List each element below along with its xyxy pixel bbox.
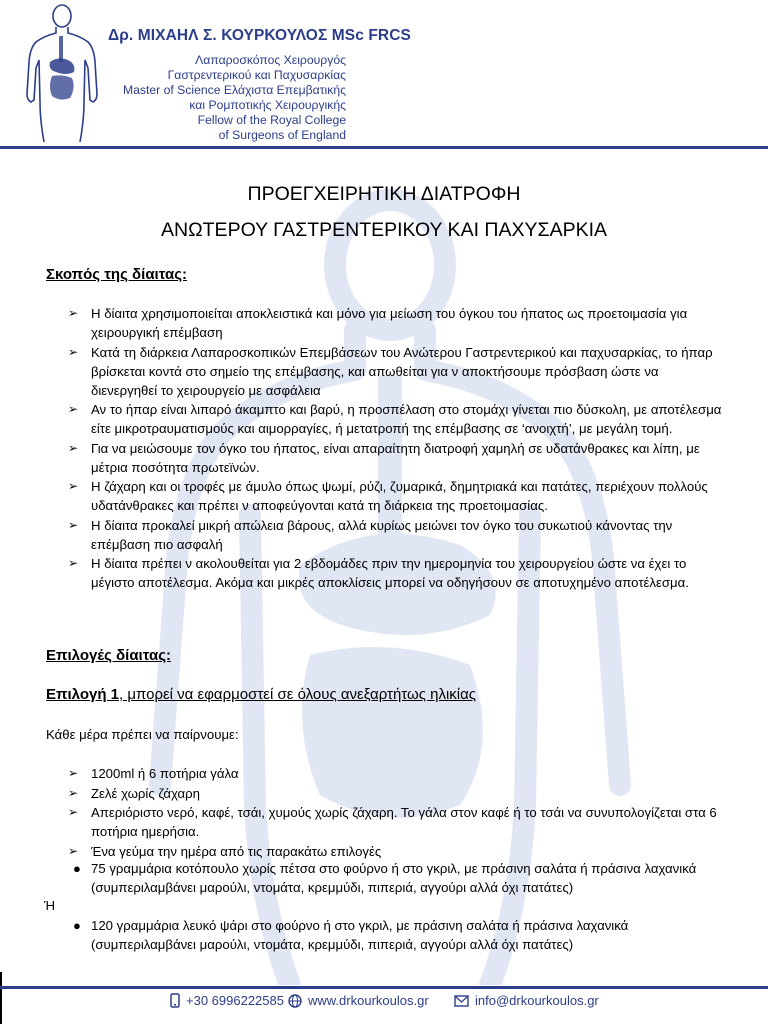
- arrow-bullet-icon: ➢: [68, 344, 79, 359]
- arrow-bullet-icon: ➢: [68, 805, 79, 819]
- doctor-name: Δρ. ΜΙΧΑΗΛ Σ. ΚΟΥΡΚΟΥΛΟΣ MSc FRCS: [108, 27, 411, 44]
- list-item: ➢ Αν το ήπαρ είναι λιπαρό άκαμπτο και βαρύ, η προσπέλαση στο στομάχι γίνεται πιο δύσκολη, με αποτέλεσμα είτε μικροτραυματισμούς και αιμορραγίες, ή μετατροπή της επέμβασης σε ‘ανοιχτή’, με μεγάλη τομή.: [68, 402, 722, 436]
- credential-line: Fellow of the Royal College: [197, 113, 346, 127]
- list-item: ➢ Η δίαιτα πρέπει ν ακολουθείται για 2 εβδομάδες πριν την ημερομηνία του χειρουργείου ώστε να έχει το μέγιστο αποτέλεσμα. Ακόμα και μικρές αποκλίσεις μπορεί να οδηγήσουν σε αποτυχημένο αποτέλεσμα.: [68, 556, 689, 590]
- page-edge-mark: [0, 972, 2, 1024]
- list-item: ● 120 γραμμάρια λευκό ψάρι στο φούρνο ή στο γκριλ, με πράσινη σαλάτα ή πράσινα λαχανικά (συμπεριλαμβάνει μαρούλι, ντομάτα, κρεμμύδι, πιπεριά, αγγούρι αλλά όχι πατάτες): [73, 918, 629, 952]
- purpose-heading: Σκοπός της δίαιτας:: [46, 266, 187, 283]
- daily-intro: Κάθε μέρα πρέπει να παίρνουμε:: [46, 727, 239, 742]
- arrow-bullet-icon: ➢: [68, 766, 79, 780]
- footer-phone: +30 6996222585: [170, 993, 284, 1008]
- footer-website[interactable]: www.drkourkoulos.gr: [288, 993, 429, 1008]
- list-item: ➢ Κατά τη διάρκεια Λαπαροσκοπικών Επεμβάσεων του Ανώτερου Γαστρεντερικού και παχυσαρκίας, το ήπαρ βρίσκεται κοντά στο σημείο της επέμβασης, και απωθείται για ν αποκτήσουμε πρόσβαση ώστε να διενεργηθεί το χειρουργείο με ασφάλεια: [68, 344, 713, 398]
- option-1-heading: Επιλογή 1, μπορεί να εφαρμοστεί σε όλους ανεξαρτήτως ηλικίας: [46, 686, 477, 703]
- footer-divider: [0, 986, 768, 989]
- document-title-line1: ΠΡΟΕΓΧΕΙΡΗΤΙΚΗ ΔΙΑΤΡΟΦΗ: [247, 183, 521, 205]
- arrow-bullet-icon: ➢: [68, 440, 79, 455]
- list-item: ➢ Ένα γεύμα την ημέρα από τις παρακάτω επιλογές: [68, 843, 382, 859]
- list-item: ● 75 γραμμάρια κοτόπουλο χωρίς πέτσα στο φούρνο ή στο γκριλ, με πράσινη σαλάτα ή πράσινα λαχανικά (συμπεριλαμβάνει μαρούλι, ντομάτα, κρεμμύδι, πιπεριά, αγγούρι αλλά όχι πατάτες): [73, 861, 697, 895]
- list-item: ➢ Για να μειώσουμε τον όγκο του ήπατος, είναι απαραίτητη διατροφή χαμηλή σε υδατάνθρακες και λίπη, με μέτρια ποσότητα πρωτεϊνών.: [68, 440, 700, 475]
- mail-icon: [454, 995, 469, 1007]
- arrow-bullet-icon: ➢: [68, 517, 79, 532]
- globe-icon: [288, 994, 302, 1008]
- meal-option-a: [0, 859, 768, 898]
- daily-intake-list: [0, 764, 768, 861]
- purpose-list: [0, 304, 768, 593]
- dot-bullet-icon: ●: [73, 861, 81, 876]
- list-item: ➢ Η δίαιτα προκαλεί μικρή απώλεια βάρους, αλλά κυρίως μειώνει τον όγκο του συκωτιού κάνοντας την επέμβαση πιο ασφαλή: [68, 517, 673, 552]
- footer-email[interactable]: info@drkourkoulos.gr: [454, 993, 599, 1008]
- arrow-bullet-icon: ➢: [68, 479, 79, 493]
- arrow-bullet-icon: ➢: [68, 556, 79, 570]
- arrow-bullet-icon: ➢: [68, 402, 79, 416]
- list-item: ➢ Η δίαιτα χρησιμοποιείται αποκλειστικά και μόνο για μείωση του όγκου του ήπατος ως προετοιμασία για χειρουργική επέμβαση: [68, 306, 688, 340]
- or-separator: Ή: [44, 898, 56, 913]
- document-title-line2: ΑΝΩΤΕΡΟΥ ΓΑΣΤΡΕΝΤΕΡΙΚΟΥ ΚΑΙ ΠΑΧΥΣΑΡΚΙΑ: [160, 219, 608, 241]
- meal-option-b: [0, 916, 768, 955]
- credential-line: of Surgeons of England: [218, 128, 346, 142]
- credential-line: Λαπαροσκόπος Χειρουργός: [195, 53, 346, 67]
- credential-line: Master of Science Ελάχιστα Επεμβατικής: [122, 83, 346, 97]
- phone-icon: [170, 993, 180, 1008]
- arrow-bullet-icon: ➢: [68, 306, 79, 320]
- arrow-bullet-icon: ➢: [68, 785, 79, 800]
- credential-line: Γαστρεντερικού και Παχυσαρκίας: [167, 68, 346, 82]
- credential-line: και Ρομποτικής Χειρουργικής: [189, 98, 346, 112]
- arrow-bullet-icon: ➢: [68, 843, 79, 858]
- diet-options-heading: Επιλογές δίαιτας:: [46, 647, 172, 664]
- list-item: ➢ 1200ml ή 6 ποτήρια γάλα: [68, 766, 239, 781]
- dot-bullet-icon: ●: [73, 918, 81, 933]
- list-item: ➢ Απεριόριστο νερό, καφέ, τσάι, χυμούς χωρίς ζάχαρη. Το γάλα στον καφέ ή το τσάι να συνυπολογίζεται στα 6 ποτήρια ημερήσια.: [68, 805, 717, 839]
- list-item: ➢ Ζελέ χωρίς ζάχαρη: [68, 785, 200, 801]
- list-item: ➢ Η ζάχαρη και οι τροφές με άμυλο όπως ψωμί, ρύζι, ζυμαρικά, δημητριακά και πατάτες, περιέχουν πολλούς υδατάνθρακες και πρέπει ν αποφεύγονται κατά τη διάρκεια της προετοιμασίας.: [68, 479, 708, 513]
